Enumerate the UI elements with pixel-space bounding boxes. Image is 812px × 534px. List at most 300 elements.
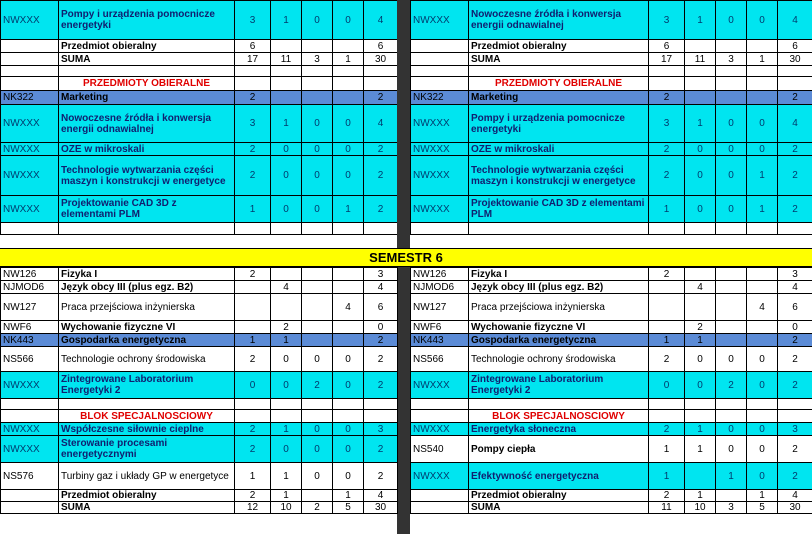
course-code: NWXXX xyxy=(411,372,469,399)
empty-cell xyxy=(685,410,716,423)
hours-cell xyxy=(747,268,778,281)
hours-cell xyxy=(271,294,302,321)
hours-cell: 1 xyxy=(271,334,302,347)
course-row xyxy=(1,423,398,436)
hours-cell: 0 xyxy=(271,436,302,463)
empty-cell xyxy=(411,66,469,77)
course-name: OZE w mikroskali xyxy=(469,143,649,156)
hours-cell: 6 xyxy=(235,40,271,53)
section-header-row xyxy=(1,77,398,91)
course-row xyxy=(1,463,398,490)
section-title: BLOK SPECJALNOSCIOWY xyxy=(59,410,235,423)
hours-cell: 1 xyxy=(747,490,778,502)
section-title: PRZEDMIOTY OBIERALNE xyxy=(469,77,649,91)
course-row xyxy=(1,196,398,223)
hours-cell: 2 xyxy=(778,196,812,223)
empty-cell xyxy=(747,223,778,235)
empty-cell xyxy=(411,410,469,423)
hours-cell xyxy=(716,490,747,502)
empty-cell xyxy=(747,66,778,77)
empty-cell xyxy=(59,66,235,77)
course-row xyxy=(1,334,398,347)
hours-cell: 1 xyxy=(235,334,271,347)
empty-cell xyxy=(235,66,271,77)
course-row xyxy=(1,40,398,53)
hours-cell xyxy=(649,294,685,321)
empty-cell xyxy=(469,223,649,235)
hours-cell: 3 xyxy=(649,1,685,40)
course-row xyxy=(411,156,812,196)
sum-row xyxy=(1,53,398,66)
empty-cell xyxy=(685,399,716,410)
course-name: Technologie wytwarzania części maszyn i konstrukcji w energetyce xyxy=(469,156,649,196)
course-row xyxy=(1,490,398,502)
left-column-upper xyxy=(0,0,397,235)
hours-cell: 6 xyxy=(364,294,398,321)
hours-cell: 6 xyxy=(364,40,398,53)
hours-cell xyxy=(302,334,333,347)
hours-cell: 3 xyxy=(649,105,685,143)
course-name: Nowoczesne źródła i konwersja energii odnawialnej xyxy=(59,105,235,143)
hours-cell: 4 xyxy=(747,294,778,321)
course-name: Wychowanie fizyczne VI xyxy=(469,321,649,334)
course-code: NWXXX xyxy=(1,372,59,399)
course-name: Gospodarka energetyczna xyxy=(469,334,649,347)
hours-cell: 2 xyxy=(364,196,398,223)
course-table xyxy=(0,267,398,514)
hours-cell: 0 xyxy=(333,156,364,196)
hours-cell: 0 xyxy=(685,156,716,196)
course-code: NW127 xyxy=(1,294,59,321)
course-row xyxy=(411,334,812,347)
empty-cell xyxy=(411,223,469,235)
hours-cell xyxy=(271,40,302,53)
course-code: NK322 xyxy=(1,91,59,105)
hours-cell: 1 xyxy=(747,196,778,223)
course-name: Turbiny gaz i układy GP w energetyce xyxy=(59,463,235,490)
empty-cell xyxy=(333,77,364,91)
hours-cell: 2 xyxy=(364,436,398,463)
hours-cell: 0 xyxy=(364,321,398,334)
hours-cell xyxy=(747,321,778,334)
course-row xyxy=(1,436,398,463)
hours-cell: 0 xyxy=(302,105,333,143)
hours-cell xyxy=(271,268,302,281)
section-header-row xyxy=(411,77,812,91)
hours-cell: 1 xyxy=(235,196,271,223)
empty-cell xyxy=(649,399,685,410)
course-code: NWXXX xyxy=(1,143,59,156)
sum-row xyxy=(411,53,812,66)
hours-cell: 0 xyxy=(271,143,302,156)
hours-cell xyxy=(685,91,716,105)
course-row xyxy=(411,268,812,281)
hours-cell: 0 xyxy=(685,196,716,223)
hours-cell: 10 xyxy=(685,502,716,514)
hours-cell: 0 xyxy=(716,156,747,196)
course-code: NW126 xyxy=(1,268,59,281)
empty-cell xyxy=(333,66,364,77)
course-code: NWXXX xyxy=(1,1,59,40)
hours-cell xyxy=(716,268,747,281)
section-title: PRZEDMIOTY OBIERALNE xyxy=(59,77,235,91)
hours-cell xyxy=(716,294,747,321)
hours-cell: 0 xyxy=(302,423,333,436)
hours-cell: 0 xyxy=(271,156,302,196)
course-code: NS540 xyxy=(411,436,469,463)
hours-cell: 0 xyxy=(778,321,812,334)
empty-cell xyxy=(302,77,333,91)
course-code xyxy=(411,53,469,66)
hours-cell: 1 xyxy=(649,196,685,223)
empty-cell xyxy=(271,399,302,410)
course-code xyxy=(1,502,59,514)
course-name: Marketing xyxy=(469,91,649,105)
course-code: NWXXX xyxy=(1,423,59,436)
semester-band: SEMESTR 6 xyxy=(0,248,812,267)
hours-cell: 2 xyxy=(649,156,685,196)
empty-cell xyxy=(716,399,747,410)
hours-cell: 2 xyxy=(364,372,398,399)
course-code: NJMOD6 xyxy=(1,281,59,294)
course-row xyxy=(1,1,398,40)
course-name: OZE w mikroskali xyxy=(59,143,235,156)
hours-cell: 1 xyxy=(649,463,685,490)
hours-cell: 0 xyxy=(235,372,271,399)
empty-cell xyxy=(778,399,812,410)
course-row xyxy=(411,143,812,156)
empty-cell xyxy=(1,223,59,235)
course-code xyxy=(411,40,469,53)
hours-cell: 11 xyxy=(271,53,302,66)
course-code: NWXXX xyxy=(1,436,59,463)
hours-cell: 2 xyxy=(364,347,398,372)
hours-cell: 2 xyxy=(649,423,685,436)
empty-cell xyxy=(1,399,59,410)
hours-cell: 0 xyxy=(747,463,778,490)
hours-cell: 0 xyxy=(747,423,778,436)
column-divider-lower xyxy=(397,267,410,534)
course-code: NK443 xyxy=(411,334,469,347)
hours-cell: 1 xyxy=(271,490,302,502)
hours-cell: 30 xyxy=(778,502,812,514)
course-name: Praca przejściowa inżynierska xyxy=(469,294,649,321)
course-name: Sterowanie procesami energetycznymi xyxy=(59,436,235,463)
course-name: Fizyka I xyxy=(59,268,235,281)
course-code xyxy=(411,502,469,514)
hours-cell: 6 xyxy=(778,40,812,53)
hours-cell xyxy=(302,91,333,105)
empty-cell xyxy=(685,223,716,235)
hours-cell: 0 xyxy=(271,196,302,223)
hours-cell: 0 xyxy=(333,436,364,463)
hours-cell: 2 xyxy=(685,321,716,334)
course-name: Praca przejściowa inżynierska xyxy=(59,294,235,321)
column-divider xyxy=(397,0,410,248)
empty-cell xyxy=(649,223,685,235)
hours-cell: 2 xyxy=(235,347,271,372)
hours-cell: 2 xyxy=(778,143,812,156)
course-code: NWXXX xyxy=(1,196,59,223)
hours-cell: 0 xyxy=(333,1,364,40)
course-name: Przedmiot obieralny xyxy=(59,490,235,502)
hours-cell: 2 xyxy=(364,91,398,105)
empty-cell xyxy=(747,77,778,91)
empty-cell xyxy=(778,410,812,423)
hours-cell: 3 xyxy=(235,105,271,143)
empty-cell xyxy=(271,77,302,91)
hours-cell xyxy=(333,91,364,105)
course-code: NWXXX xyxy=(1,105,59,143)
empty-cell xyxy=(364,410,398,423)
empty-cell xyxy=(778,223,812,235)
hours-cell: 1 xyxy=(685,105,716,143)
course-name: Nowoczesne źródła i konwersja energii odnawialnej xyxy=(469,1,649,40)
hours-cell: 1 xyxy=(747,156,778,196)
course-name: Technologie ochrony środowiska xyxy=(59,347,235,372)
empty-cell xyxy=(271,223,302,235)
hours-cell: 1 xyxy=(271,105,302,143)
hours-cell: 5 xyxy=(747,502,778,514)
empty-cell xyxy=(716,77,747,91)
course-code: NS566 xyxy=(1,347,59,372)
course-table xyxy=(0,0,398,235)
hours-cell xyxy=(685,463,716,490)
course-name: SUMA xyxy=(469,53,649,66)
empty-cell xyxy=(685,77,716,91)
course-row xyxy=(411,423,812,436)
spacer-row xyxy=(1,223,398,235)
hours-cell: 0 xyxy=(747,436,778,463)
right-column-lower xyxy=(410,267,812,514)
course-table xyxy=(410,0,812,235)
hours-cell: 30 xyxy=(364,53,398,66)
hours-cell: 0 xyxy=(716,105,747,143)
course-code: NWXXX xyxy=(1,156,59,196)
hours-cell xyxy=(685,294,716,321)
hours-cell: 0 xyxy=(271,347,302,372)
hours-cell: 2 xyxy=(235,91,271,105)
course-name: Przedmiot obieralny xyxy=(469,40,649,53)
course-code: NK443 xyxy=(1,334,59,347)
course-name: Technologie wytwarzania części maszyn i konstrukcji w energetyce xyxy=(59,156,235,196)
hours-cell: 4 xyxy=(778,490,812,502)
hours-cell: 2 xyxy=(778,334,812,347)
course-code: NWXXX xyxy=(411,423,469,436)
empty-cell xyxy=(685,66,716,77)
hours-cell xyxy=(235,294,271,321)
hours-cell xyxy=(649,281,685,294)
hours-cell: 4 xyxy=(333,294,364,321)
hours-cell: 12 xyxy=(235,502,271,514)
course-name: Technologie ochrony środowiska xyxy=(469,347,649,372)
course-name: Zintegrowane Laboratorium Energetyki 2 xyxy=(469,372,649,399)
empty-cell xyxy=(59,223,235,235)
hours-cell: 0 xyxy=(302,1,333,40)
hours-cell: 2 xyxy=(235,436,271,463)
hours-cell: 2 xyxy=(364,156,398,196)
spacer-row xyxy=(411,223,812,235)
empty-cell xyxy=(778,77,812,91)
course-row xyxy=(411,294,812,321)
hours-cell: 3 xyxy=(716,53,747,66)
hours-cell: 2 xyxy=(302,372,333,399)
empty-cell xyxy=(747,410,778,423)
hours-cell: 0 xyxy=(333,347,364,372)
empty-cell xyxy=(1,66,59,77)
empty-cell xyxy=(1,77,59,91)
hours-cell xyxy=(333,281,364,294)
course-row xyxy=(1,321,398,334)
empty-cell xyxy=(333,223,364,235)
hours-cell: 30 xyxy=(364,502,398,514)
course-row xyxy=(1,91,398,105)
hours-cell: 1 xyxy=(333,490,364,502)
hours-cell: 0 xyxy=(716,436,747,463)
empty-cell xyxy=(649,410,685,423)
hours-cell: 0 xyxy=(302,143,333,156)
hours-cell: 0 xyxy=(747,347,778,372)
course-row xyxy=(411,436,812,463)
hours-cell xyxy=(302,321,333,334)
course-row xyxy=(411,40,812,53)
hours-cell: 0 xyxy=(333,372,364,399)
hours-cell: 4 xyxy=(685,281,716,294)
hours-cell: 10 xyxy=(271,502,302,514)
hours-cell: 6 xyxy=(778,294,812,321)
hours-cell xyxy=(747,281,778,294)
hours-cell xyxy=(649,321,685,334)
course-code xyxy=(1,40,59,53)
hours-cell: 2 xyxy=(778,156,812,196)
hours-cell: 5 xyxy=(333,502,364,514)
empty-cell xyxy=(302,66,333,77)
course-name: Współczesne siłownie cieplne xyxy=(59,423,235,436)
course-name: Pompy i urządzenia pomocnicze energetyki xyxy=(469,105,649,143)
empty-cell xyxy=(302,223,333,235)
hours-cell xyxy=(333,334,364,347)
course-row xyxy=(1,281,398,294)
course-name: Efektywność energetyczna xyxy=(469,463,649,490)
empty-cell xyxy=(302,399,333,410)
hours-cell xyxy=(333,321,364,334)
hours-cell xyxy=(302,294,333,321)
course-code: NWXXX xyxy=(411,105,469,143)
course-code: NS576 xyxy=(1,463,59,490)
hours-cell: 4 xyxy=(364,281,398,294)
hours-cell: 2 xyxy=(235,156,271,196)
hours-cell xyxy=(235,281,271,294)
empty-cell xyxy=(235,77,271,91)
course-row xyxy=(411,347,812,372)
empty-cell xyxy=(364,399,398,410)
course-code: NK322 xyxy=(411,91,469,105)
hours-cell: 0 xyxy=(333,105,364,143)
hours-cell xyxy=(302,268,333,281)
hours-cell: 1 xyxy=(685,334,716,347)
hours-cell: 1 xyxy=(333,53,364,66)
hours-cell: 0 xyxy=(716,143,747,156)
hours-cell: 2 xyxy=(364,334,398,347)
course-code: NWXXX xyxy=(411,196,469,223)
hours-cell: 2 xyxy=(649,91,685,105)
empty-cell xyxy=(411,77,469,91)
hours-cell xyxy=(716,321,747,334)
right-column-upper xyxy=(410,0,812,235)
hours-cell: 11 xyxy=(685,53,716,66)
course-name: Projektowanie CAD 3D z elementami PLM xyxy=(59,196,235,223)
hours-cell xyxy=(716,334,747,347)
hours-cell: 1 xyxy=(271,1,302,40)
hours-cell: 1 xyxy=(685,436,716,463)
hours-cell: 3 xyxy=(364,268,398,281)
empty-cell xyxy=(716,410,747,423)
course-row xyxy=(1,372,398,399)
course-code: NWXXX xyxy=(411,1,469,40)
empty-cell xyxy=(364,77,398,91)
hours-cell xyxy=(747,91,778,105)
section-header-row xyxy=(411,410,812,423)
course-row xyxy=(411,196,812,223)
course-row xyxy=(411,463,812,490)
hours-cell: 4 xyxy=(778,1,812,40)
course-row xyxy=(411,1,812,40)
hours-cell xyxy=(747,334,778,347)
hours-cell: 2 xyxy=(778,463,812,490)
hours-cell xyxy=(235,321,271,334)
course-name: Gospodarka energetyczna xyxy=(59,334,235,347)
course-name: SUMA xyxy=(469,502,649,514)
hours-cell: 2 xyxy=(649,490,685,502)
hours-cell: 3 xyxy=(364,423,398,436)
hours-cell: 1 xyxy=(685,423,716,436)
empty-cell xyxy=(747,399,778,410)
empty-cell xyxy=(333,410,364,423)
course-name: Język obcy III (plus egz. B2) xyxy=(59,281,235,294)
hours-cell: 2 xyxy=(235,423,271,436)
hours-cell: 0 xyxy=(747,105,778,143)
hours-cell: 2 xyxy=(778,372,812,399)
empty-cell xyxy=(1,410,59,423)
course-name: Zintegrowane Laboratorium Energetyki 2 xyxy=(59,372,235,399)
hours-cell: 1 xyxy=(747,53,778,66)
hours-cell xyxy=(271,91,302,105)
hours-cell: 4 xyxy=(364,1,398,40)
hours-cell: 2 xyxy=(271,321,302,334)
hours-cell xyxy=(302,40,333,53)
course-name: Język obcy III (plus egz. B2) xyxy=(469,281,649,294)
course-row xyxy=(411,91,812,105)
course-name: Przedmiot obieralny xyxy=(469,490,649,502)
course-code xyxy=(1,53,59,66)
course-row xyxy=(1,156,398,196)
hours-cell: 6 xyxy=(649,40,685,53)
course-row xyxy=(1,105,398,143)
spacer-row xyxy=(411,66,812,77)
empty-cell xyxy=(364,223,398,235)
course-name: Pompy i urządzenia pomocnicze energetyki xyxy=(59,1,235,40)
course-name: SUMA xyxy=(59,502,235,514)
course-code xyxy=(411,490,469,502)
hours-cell: 0 xyxy=(302,196,333,223)
hours-cell: 0 xyxy=(302,436,333,463)
hours-cell: 2 xyxy=(649,347,685,372)
hours-cell: 0 xyxy=(302,463,333,490)
course-code: NS566 xyxy=(411,347,469,372)
course-name: Wychowanie fizyczne VI xyxy=(59,321,235,334)
course-name: Pompy ciepła xyxy=(469,436,649,463)
course-name: Przedmiot obieralny xyxy=(59,40,235,53)
